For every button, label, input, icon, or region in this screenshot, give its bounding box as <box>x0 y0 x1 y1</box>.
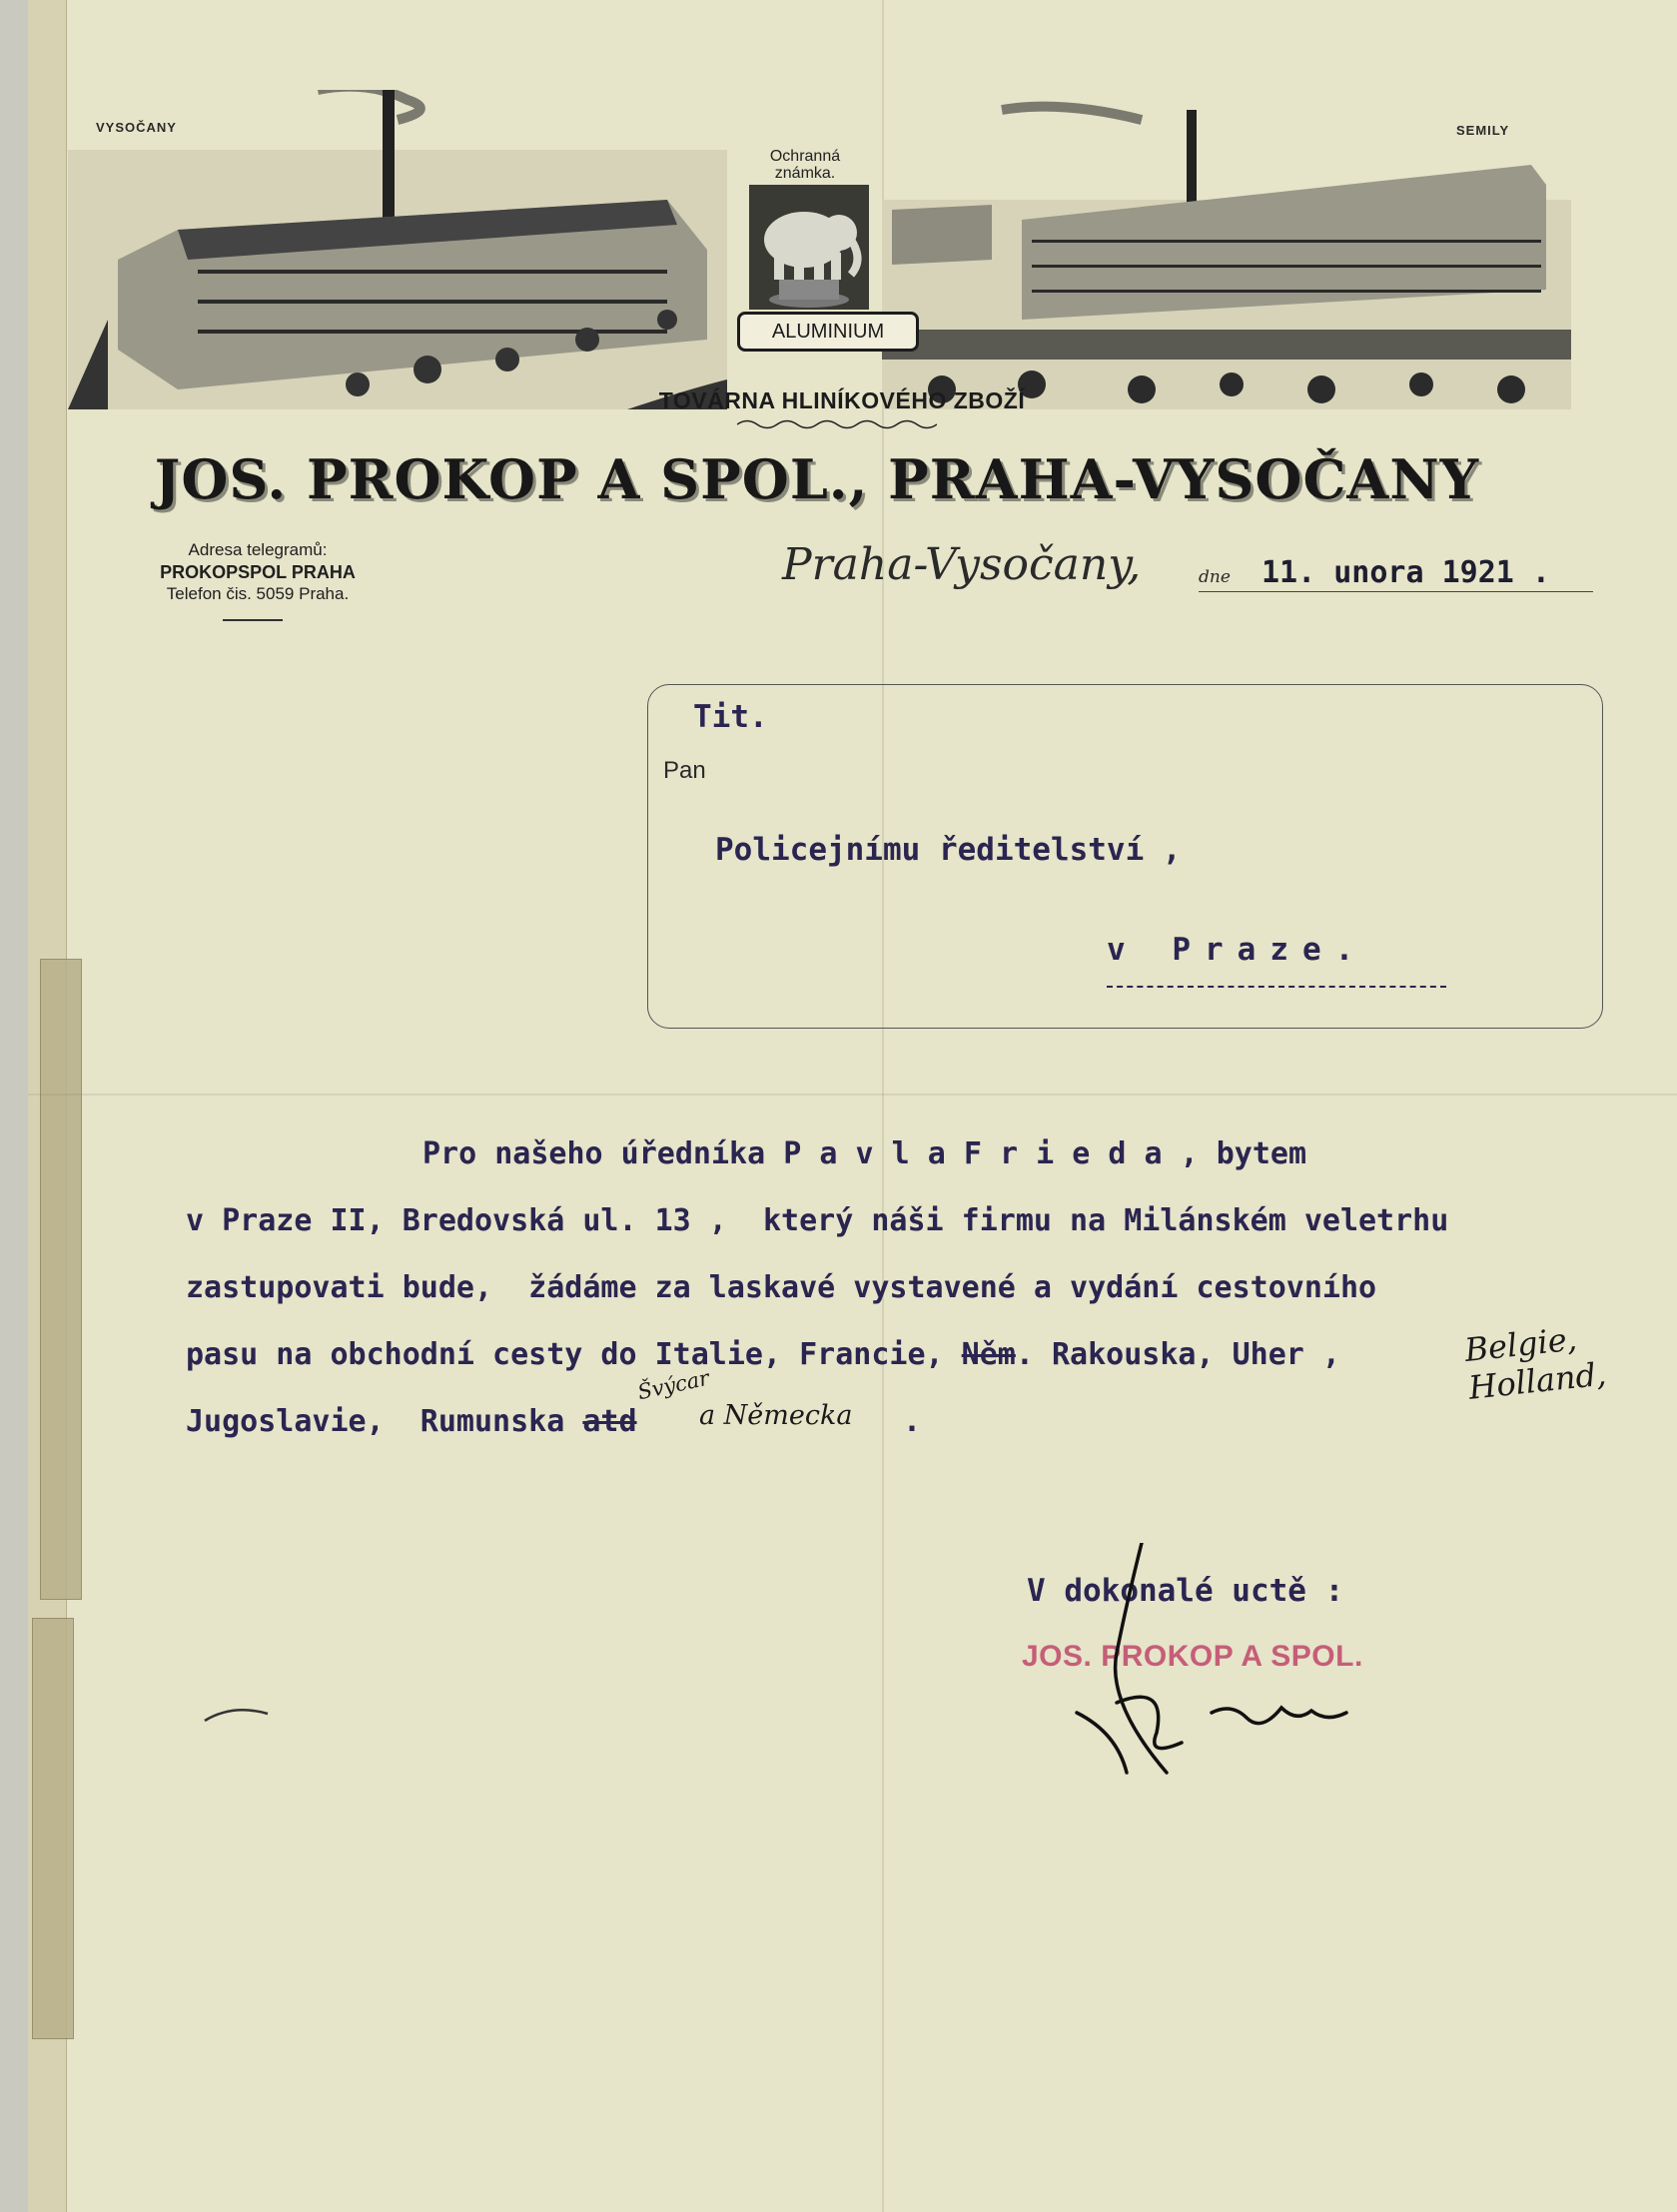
body-line: zastupovati bude, žádáme za laskavé vystavené a vydání cestovního <box>186 1270 1377 1305</box>
phone-number: Telefon čis. 5059 Praha. <box>166 584 350 603</box>
telegram-info <box>108 539 408 605</box>
struck-text: Něm <box>961 1337 1016 1372</box>
closing-greeting: V dokonalé uctě : <box>1027 1573 1344 1609</box>
letter-page <box>28 0 1677 2212</box>
factory-subtitle: TOVÁRNA HLINÍKOVÉHO ZBOŽÍ <box>658 387 1026 413</box>
dateline-place: Praha-Vysočany, <box>782 539 1142 590</box>
pencil-mark <box>203 1706 273 1726</box>
body-text: pasu na obchodní cesty do Italie, Francie, <box>186 1337 962 1372</box>
addressee-pan: Pan <box>663 757 706 784</box>
body-line: v Praze II, Bredovská ul. 13 , který náši firmu na Milánském veletrhu <box>186 1203 1449 1238</box>
company-stamp: JOS. PROKOP A SPOL. <box>1022 1640 1363 1673</box>
aluminium-badge: ALUMINIUM <box>737 312 919 352</box>
fold-line-horizontal <box>28 1094 1677 1096</box>
divider <box>1199 591 1593 592</box>
right-place-label: SEMILY <box>1456 123 1510 138</box>
addressee-name: Policejnímu ředitelství , <box>715 832 1182 868</box>
handwritten-insert: Švýcar <box>635 1365 712 1405</box>
tape-strip <box>40 959 82 1600</box>
trademark-caption: Ochranná známka. <box>769 148 841 182</box>
struck-text: atd <box>582 1404 637 1439</box>
factory-engraving-left <box>68 90 727 409</box>
city-underline <box>1107 986 1446 988</box>
divider <box>223 619 283 621</box>
company-name: JOS. PROKOP A SPOL., PRAHA-VYSOČANY <box>154 447 1480 511</box>
letter-date: 11. unora 1921 . <box>1261 555 1550 590</box>
body-line-end: . <box>885 1404 922 1439</box>
handwritten-insert: a Německa <box>699 1400 853 1431</box>
addressee-title: Tit. <box>693 699 768 735</box>
telegram-address: PROKOPSPOL PRAHA <box>160 562 356 582</box>
body-text: . Rakouska, Uher , <box>1015 1337 1340 1372</box>
body-text: Jugoslavie, Rumunska <box>186 1404 583 1439</box>
telegram-label: Adresa telegramů: <box>188 540 328 559</box>
dateline-dne: dne <box>1199 567 1231 587</box>
left-place-label: VYSOČANY <box>96 120 177 135</box>
body-line: Pro našeho úředníka P a v l a F r i e d a , bytem <box>422 1136 1307 1171</box>
body-line <box>186 1337 1340 1372</box>
body-line <box>186 1404 637 1439</box>
handwritten-insert: Belgie, Holland, <box>1462 1319 1608 1407</box>
addressee-city: v Praze. <box>1107 932 1368 968</box>
tape-strip <box>32 1618 74 2039</box>
elephant-icon <box>739 185 879 320</box>
factory-engraving-right <box>882 90 1571 409</box>
ornament-divider <box>737 417 937 431</box>
signature <box>1047 1543 1386 1803</box>
